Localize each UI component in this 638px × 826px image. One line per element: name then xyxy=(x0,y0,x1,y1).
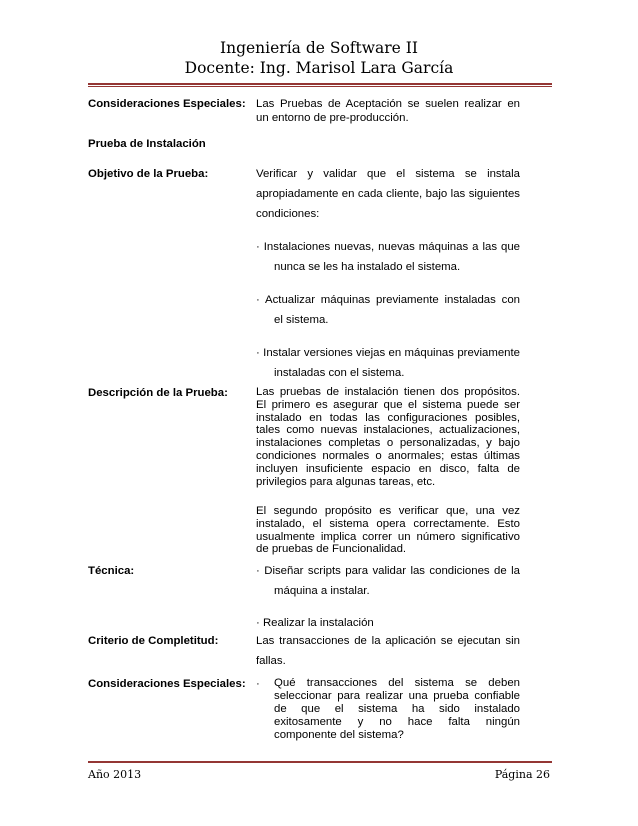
label-descripcion: Descripción de la Prueba: xyxy=(88,387,228,399)
descripcion-paragraph-2 xyxy=(256,505,520,556)
objetivo-line-1: Verificar y validar que el sistema se instala xyxy=(256,168,520,180)
objetivo-bullet-2: · Actualizar máquinas previamente instaladas con xyxy=(256,294,520,306)
consideraciones-1-line-2: un entorno de pre-producción. xyxy=(256,112,409,124)
objetivo-bullet-1-cont: nunca se les ha instalado el sistema. xyxy=(274,261,461,273)
text-line: instalaciones completas o personalizadas, y bajo xyxy=(256,437,520,450)
text-line: instalado, el sistema opera correctamente. Esto xyxy=(256,517,520,530)
text-line: privilegios para algunas tareas, etc. xyxy=(256,475,436,488)
header-title: Ingeniería de Software II xyxy=(219,39,419,57)
footer-year: Año 2013 xyxy=(88,768,142,781)
consideraciones-2-bullet: · xyxy=(256,678,260,690)
header-rule xyxy=(88,83,552,87)
footer-page-number: Página 26 xyxy=(494,768,550,781)
text-line: El segundo propósito es verificar que, una vez xyxy=(256,505,520,517)
label-tecnica: Técnica: xyxy=(88,565,135,577)
consideraciones-2-text xyxy=(274,677,520,742)
text-line: exitosamente y no hace falta ningún xyxy=(274,716,520,728)
text-line: de que el sistema ha sido instalado xyxy=(274,703,520,715)
tecnica-bullet-2: · Realizar la instalación xyxy=(256,617,374,629)
text-line: Qué transacciones del sistema se deben xyxy=(274,677,520,689)
text-line: componente del sistema? xyxy=(274,729,404,741)
footer-rule xyxy=(88,761,552,763)
text-line: Las pruebas de instalación tienen dos propósitos. xyxy=(256,386,520,398)
text-line: incluyen insuficiente espacio en disco, falta de xyxy=(256,462,520,475)
tecnica-bullet-1: · Diseñar scripts para validar las condiciones de la xyxy=(256,565,520,577)
tecnica-bullet-1-cont: máquina a instalar. xyxy=(274,585,370,597)
section-title: Prueba de Instalación xyxy=(88,138,206,150)
text-line: tales como nuevas instalaciones, actualizaciones, xyxy=(256,424,520,437)
label-criterio: Criterio de Completitud: xyxy=(88,635,219,647)
objetivo-bullet-1: · Instalaciones nuevas, nuevas máquinas a las que xyxy=(256,241,520,253)
header-teacher: Docente: Ing. Marisol Lara García xyxy=(184,59,454,77)
objetivo-bullet-3: · Instalar versiones viejas en máquinas previamente xyxy=(256,347,520,359)
label-objetivo: Objetivo de la Prueba: xyxy=(88,168,209,180)
text-line: condiciones normales o anormales; estas últimas xyxy=(256,449,520,462)
consideraciones-1-line-1: Las Pruebas de Aceptación se suelen realizar en xyxy=(256,98,520,110)
text-line: de pruebas de Funcionalidad. xyxy=(256,543,407,556)
descripcion-paragraph-1 xyxy=(256,386,520,488)
text-line: seleccionar para realizar una prueba confiable xyxy=(274,690,520,702)
label-consideraciones-1: Consideraciones Especiales: xyxy=(88,98,246,110)
objetivo-line-2: apropiadamente en cada cliente, bajo las siguientes xyxy=(256,188,520,200)
text-line: usualmente implica correr un número significativo xyxy=(256,530,520,543)
objetivo-bullet-2-cont: el sistema. xyxy=(274,314,329,326)
objetivo-line-3: condiciones: xyxy=(256,208,320,220)
criterio-line-1: Las transacciones de la aplicación se ejecutan sin xyxy=(256,635,520,647)
criterio-line-2: fallas. xyxy=(256,655,286,667)
objetivo-bullet-3-cont: instaladas con el sistema. xyxy=(274,367,405,379)
text-line: El primero es asegurar que el sistema puede ser xyxy=(256,398,520,411)
text-line: instalado en todas las configuraciones posibles, xyxy=(256,411,520,424)
label-consideraciones-2: Consideraciones Especiales: xyxy=(88,678,246,690)
